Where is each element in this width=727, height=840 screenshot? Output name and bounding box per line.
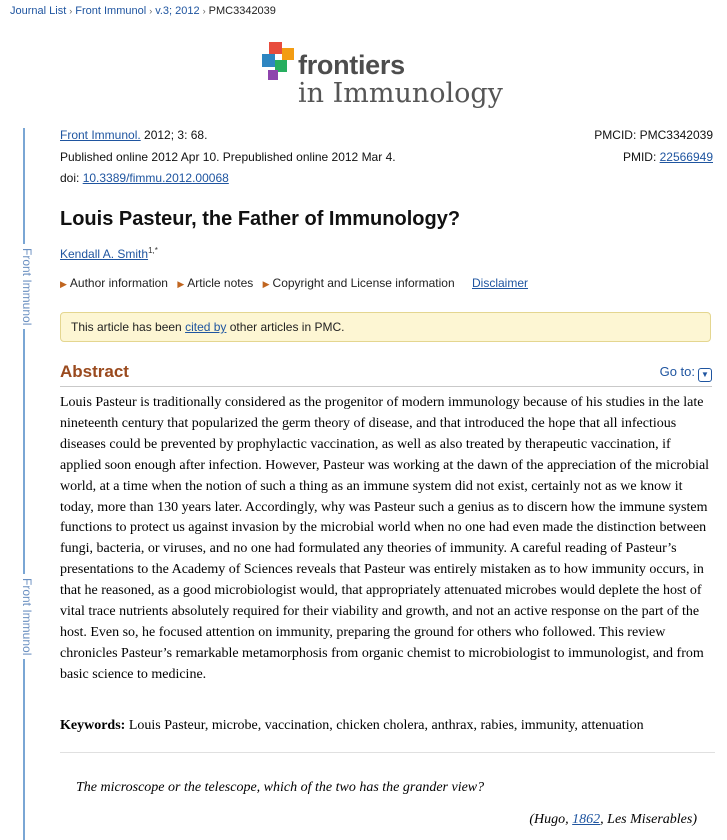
author-affiliation: 1,* (148, 246, 158, 255)
author-line (60, 246, 158, 261)
sidebar-label-2: Front Immunol (14, 574, 34, 659)
keywords-label: Keywords: (60, 718, 126, 733)
frontiers-cube-icon (260, 40, 300, 84)
article-title: Louis Pasteur, the Father of Immunology? (60, 208, 461, 230)
chevron-right-icon: › (202, 6, 206, 16)
author-link[interactable]: Kendall A. Smith (60, 247, 149, 261)
chevron-down-icon: ▼ (698, 368, 712, 382)
doi-line (60, 171, 229, 185)
breadcrumb (10, 5, 276, 17)
citation-volume: 2012; 3: 68. (140, 128, 208, 142)
divider (60, 752, 715, 753)
sidebar-label-1: Front Immunol (14, 244, 34, 329)
breadcrumb-current: PMC3342039 (208, 5, 276, 17)
notice-prefix: This article has been (71, 320, 186, 334)
breadcrumb-volume[interactable]: v.3; 2012 (155, 5, 200, 17)
disclaimer-link[interactable]: Disclaimer (472, 276, 529, 290)
keywords (60, 718, 644, 734)
goto-menu[interactable] (660, 364, 712, 382)
divider (60, 386, 712, 387)
attr-suffix: , Les Miserables) (600, 812, 697, 827)
sidebar-rule (23, 128, 25, 840)
epigraph-attribution (529, 812, 697, 828)
copyright-toggle[interactable]: ▶ Copyright and License information (262, 276, 455, 290)
reference-link[interactable]: 1862 (572, 812, 601, 827)
article-info-links (60, 276, 528, 290)
notice-suffix: other articles in PMC. (226, 320, 345, 334)
author-information-toggle[interactable]: ▶ Author information (60, 276, 168, 290)
pmcid: PMCID: PMC3342039 (594, 128, 713, 142)
doi-link[interactable]: 10.3389/fimmu.2012.00068 (82, 171, 229, 185)
breadcrumb-journal-list[interactable]: Journal List (10, 5, 67, 17)
article-notes-toggle[interactable]: ▶ Article notes (177, 276, 254, 290)
triangle-right-icon: ▶ (177, 279, 185, 289)
published-line: Published online 2012 Apr 10. Prepublished online 2012 Mar 4. (60, 150, 396, 164)
keywords-list: Louis Pasteur, microbe, vaccination, chicken cholera, anthrax, rabies, immunity, attenuation (125, 718, 644, 733)
attr-prefix: (Hugo, (529, 812, 573, 827)
logo-line-2: in Immunology (298, 78, 503, 109)
cited-by-link[interactable]: cited by (185, 320, 227, 334)
pmid-line (623, 150, 713, 164)
citation-line (60, 128, 207, 142)
abstract-heading: Abstract (60, 362, 129, 381)
chevron-right-icon: › (149, 6, 153, 16)
breadcrumb-front-immunol[interactable]: Front Immunol (75, 5, 147, 17)
doi-label: doi: (60, 171, 83, 185)
chevron-right-icon: › (69, 6, 73, 16)
cited-by-notice (60, 312, 711, 342)
journal-logo[interactable] (260, 40, 503, 110)
journal-link[interactable]: Front Immunol. (60, 128, 141, 142)
epigraph-quote: The microscope or the telescope, which of the two has the grander view? (76, 780, 485, 795)
logo-line-1: frontiers (298, 50, 405, 80)
pmid-link[interactable]: 22566949 (659, 150, 713, 164)
pmid-label: PMID: (622, 150, 660, 164)
triangle-right-icon: ▶ (60, 279, 67, 289)
abstract-text: Louis Pasteur is traditionally considered as the progenitor of modern immunology because of his studies in the late nineteenth century that popularized the germ theory of disease, and that introduced the hope that all infectious diseases could be prevented by prophylactic vaccination, as well as also treated by therapeutic vaccination, if applied soon enough after infection. However, Pasteur was working at the dawn of the appreciation of the microbial world, at a time when the notion of such a thing as an immune system did not exist, certainly not as we know it today, more than 130 years later. Accordingly, why was Pasteur such a genius as to discern how the immune system functions to protect us against invasion by the microbial world when no one had even made the distinction between fungi, bacteria, or viruses, and no one had formulated any theories of immunity. A careful reading of Pasteur’s presentations to the Academy of Sciences reveals that Pasteur was entirely mistaken as to how immunity occurs, in that he reasoned, as a good microbiologist would, that appropriately attenuated microbes would deplete the host of vital trace nutrients absolutely required for their viability and growth, and not an active response on the part of the host. Even so, he focused attention on immunity, preparing the ground for others who followed. This review chronicles Pasteur’s remarkable metamorphosis from organic chemist to microbiologist to immunologist, and from basic science to medicine. (60, 395, 710, 682)
goto-label: Go to: (659, 364, 695, 379)
triangle-right-icon: ▶ (262, 279, 270, 289)
